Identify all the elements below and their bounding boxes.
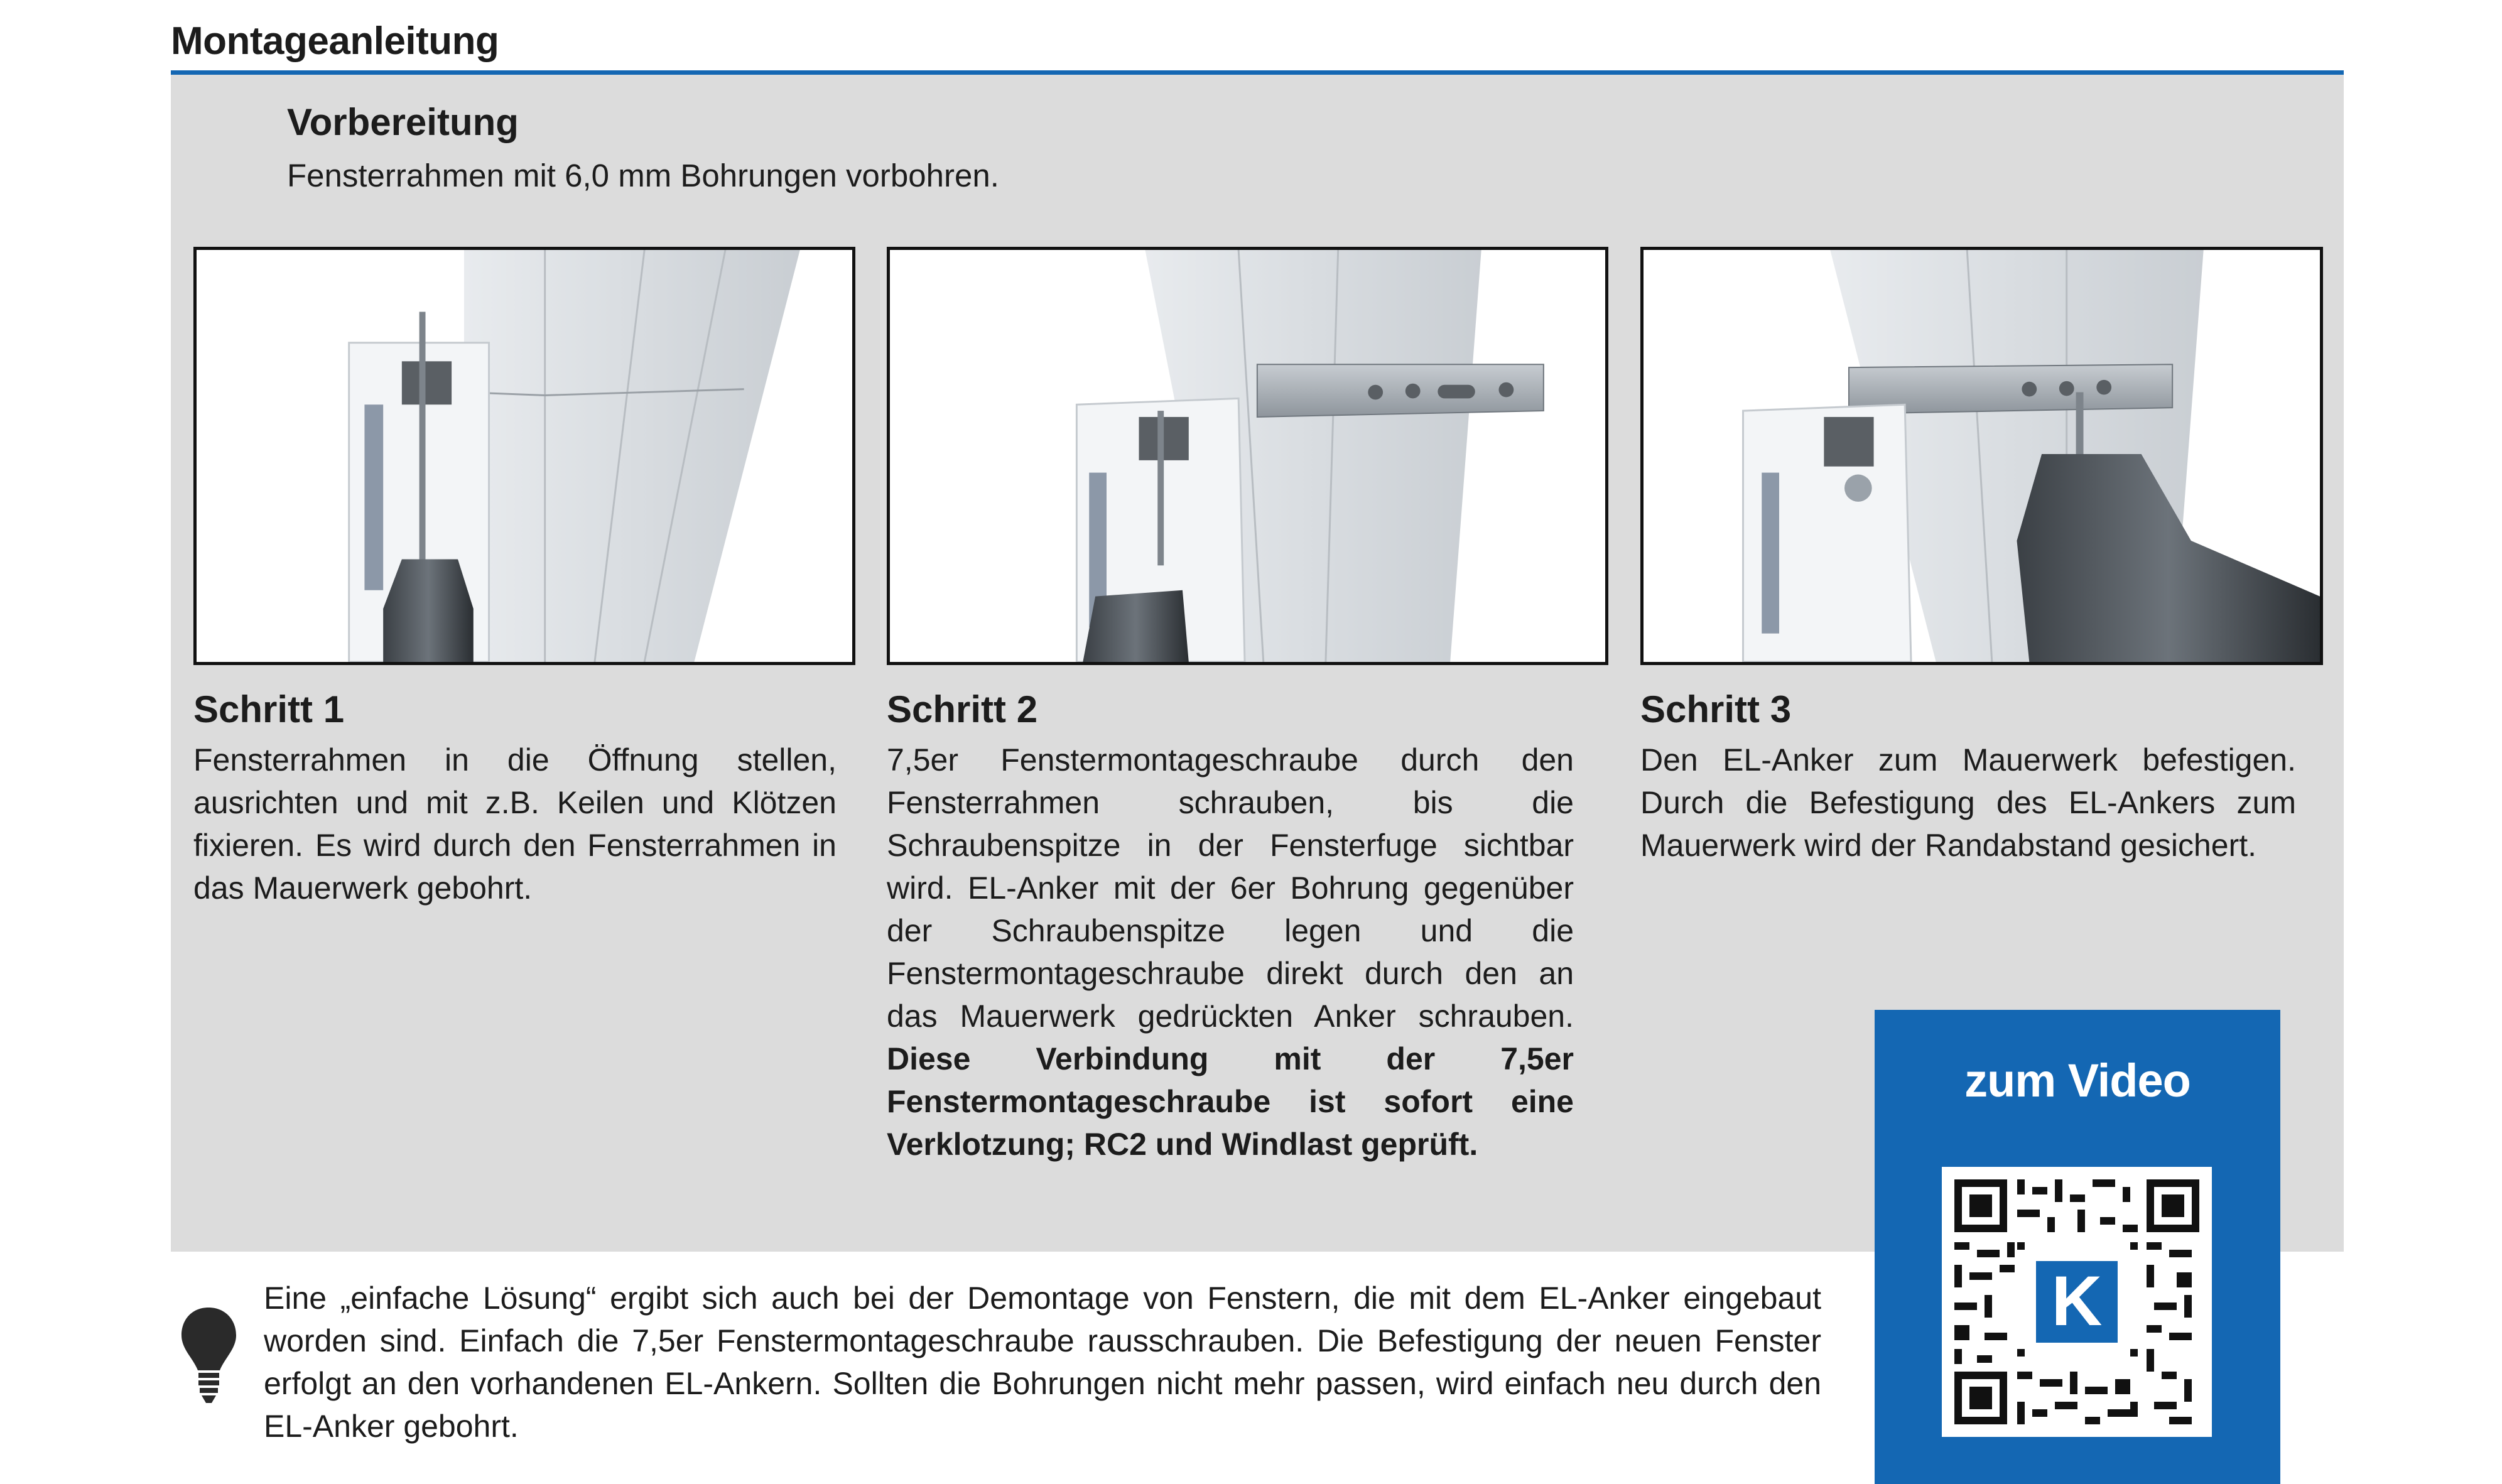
step-3-image — [1640, 247, 2323, 665]
step-2-text-regular: 7,5er Fenstermontageschraube durch den Fensterrahmen schrauben, bis die Schraubenspitze in der Fensterfuge sichtbar wird. EL-Anker mit der 6er Bohrung gegenüber der Schraubenspitze legen und die Fenstermontageschraube direkt durch den an das Mauerwerk gedrückten Anker schrauben. — [887, 742, 1574, 1034]
qr-logo-letter: K — [2051, 1262, 2103, 1340]
step-3-heading: Schritt 3 — [1640, 688, 1792, 730]
title-underline — [171, 70, 2344, 75]
video-box[interactable] — [1875, 1010, 2280, 1484]
step-3-text: Den EL-Anker zum Mauerwerk befestigen. Durch die Befestigung des EL-Ankers zum Mauerwerk wird der Randabstand gesichert. — [1640, 742, 2296, 863]
step-2-text — [887, 739, 1574, 1166]
step-2-image — [887, 247, 1608, 665]
prep-heading: Vorbereitung — [287, 101, 519, 143]
video-link-label[interactable]: zum Video — [1964, 1054, 2191, 1107]
tip-text: Eine „einfache Lösung“ ergibt sich auch bei der Demontage von Fenstern, die mit dem EL-Anker eingebaut worden sind. Einfach die 7,5er Fenstermontageschraube rausschrauben. Die Befestigung der neuen Fenster erfolgt an den vorhandenen EL-Ankern. Sollten die Bohrungen nicht mehr passen, wird einfach neu durch den EL-Anker gebohrt. — [264, 1281, 1821, 1444]
step-1-heading: Schritt 1 — [193, 688, 345, 730]
step-1-text: Fensterrahmen in die Öffnung stellen, ausrichten und mit z.B. Keilen und Klötzen fixieren. Es wird durch den Fensterrahmen in das Mauerwerk gebohrt. — [193, 742, 837, 906]
prep-text: Fensterrahmen mit 6,0 mm Bohrungen vorbohren. — [287, 158, 999, 193]
lightbulb-icon — [179, 1305, 239, 1405]
step-2-heading: Schritt 2 — [887, 688, 1038, 730]
step-1-image — [193, 247, 855, 665]
video-qr-code[interactable] — [1942, 1167, 2212, 1437]
page-title: Montageanleitung — [171, 19, 499, 63]
step-2-text-bold: Diese Verbindung mit der 7,5er Fenstermontageschraube ist sofort eine Verklotzung; RC2 und Windlast geprüft. — [887, 1041, 1574, 1162]
